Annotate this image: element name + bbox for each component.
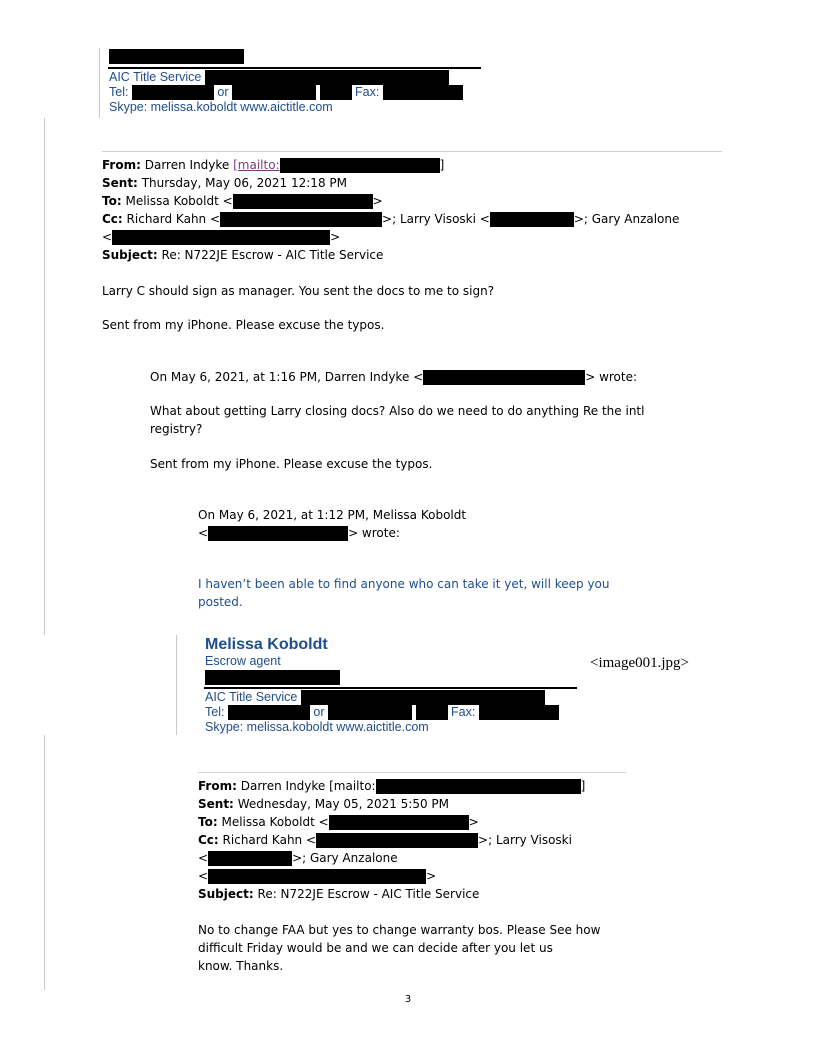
redacted-ext — [320, 85, 352, 100]
left-rule — [44, 118, 45, 635]
quote-body-line: registry? — [150, 422, 203, 436]
email-header-subject — [102, 246, 383, 264]
redacted-email — [208, 869, 426, 884]
to-value: Melissa Koboldt < — [125, 194, 233, 208]
tel-label: Tel: — [109, 85, 129, 99]
redacted-email — [423, 370, 585, 385]
email-header-sent — [102, 174, 347, 192]
header-divider — [102, 151, 722, 152]
cc-label: Cc: — [198, 833, 219, 847]
fax-label: Fax: — [451, 705, 476, 719]
lt: < — [198, 869, 209, 883]
email-header-from — [102, 156, 444, 174]
redacted-email — [208, 851, 292, 866]
email-header-sent — [198, 795, 449, 813]
redacted-fax — [383, 85, 463, 100]
redacted-phone — [232, 85, 316, 100]
attached-image-placeholder: <image001.jpg> — [590, 655, 689, 671]
quote-header: On May 6, 2021, at 1:12 PM, Melissa Koboldt — [198, 508, 467, 522]
redacted-name — [109, 49, 244, 64]
quote-body-line: Sent from my iPhone. Please excuse the typos. — [150, 457, 433, 471]
to-value: Melissa Koboldt < — [221, 815, 329, 829]
redacted-phone — [328, 705, 412, 720]
quote-header-text: On May 6, 2021, at 1:16 PM, Darren Indyke < — [150, 370, 424, 384]
lt: < — [198, 526, 209, 540]
email-body-line: No to change FAA but yes to change warranty bos. Please See how — [198, 923, 601, 937]
quote-header-text: > wrote: — [585, 370, 638, 384]
signature-company-line — [109, 70, 449, 85]
quote-header — [150, 368, 637, 386]
bracket: ] — [580, 779, 586, 793]
redacted-email — [220, 212, 382, 227]
cc-label: Cc: — [102, 212, 123, 226]
redacted-name — [205, 670, 340, 685]
to-label: To: — [198, 815, 218, 829]
gt: > — [468, 815, 479, 829]
mailto-link[interactable]: [mailto: — [233, 158, 280, 172]
redacted-address — [205, 70, 449, 85]
email-header-cc — [198, 831, 572, 849]
quote-body-line: I haven’t been able to find anyone who can take it yet, will keep you — [198, 577, 610, 591]
subject-value: Re: N722JE Escrow - AIC Title Service — [257, 887, 480, 901]
cc-value: Richard Kahn < — [222, 833, 317, 847]
subject-label: Subject: — [198, 887, 254, 901]
gt: > — [426, 869, 437, 883]
email-header-to — [198, 813, 479, 831]
header-divider — [198, 772, 626, 773]
or-label: or — [217, 85, 229, 99]
signature-skype: Skype: melissa.koboldt www.aictitle.com — [109, 100, 333, 114]
redacted-fax — [479, 705, 559, 720]
redacted-phone — [132, 85, 214, 100]
signature-phone-line — [205, 705, 559, 720]
sent-value: Thursday, May 06, 2021 12:18 PM — [141, 176, 347, 190]
redacted-email — [208, 526, 348, 541]
email-header-from — [198, 777, 585, 795]
redacted-ext — [416, 705, 448, 720]
email-body-line: Larry C should sign as manager. You sent the docs to me to sign? — [102, 284, 495, 298]
fax-label: Fax: — [355, 85, 380, 99]
cc-value: >; Gary Anzalone — [292, 851, 398, 865]
to-label: To: — [102, 194, 122, 208]
signature-phone-line — [109, 85, 463, 100]
sent-label: Sent: — [198, 797, 234, 811]
sent-label: Sent: — [102, 176, 138, 190]
gt: > — [330, 230, 341, 244]
sent-value: Wednesday, May 05, 2021 5:50 PM — [237, 797, 450, 811]
quote-header-text: > wrote: — [348, 526, 400, 540]
sig-rule — [176, 635, 177, 735]
page-number: 3 — [404, 994, 412, 1005]
email-body-line: Sent from my iPhone. Please excuse the typos. — [102, 318, 385, 332]
subject-label: Subject: — [102, 248, 158, 262]
gt: > — [372, 194, 383, 208]
email-header-cc-cont — [102, 228, 340, 246]
redacted-address — [301, 690, 545, 705]
email-header-subject — [198, 885, 479, 903]
quote-header — [198, 524, 400, 542]
email-header-cc-cont — [198, 867, 436, 885]
cc-value: >; Larry Visoski — [478, 833, 572, 847]
left-rule — [44, 735, 45, 990]
lt: < — [198, 851, 209, 865]
quote-body-line: posted. — [198, 595, 243, 609]
email-header-to — [102, 192, 383, 210]
sig-rule — [99, 48, 100, 118]
lt: < — [102, 230, 113, 244]
subject-value: Re: N722JE Escrow - AIC Title Service — [161, 248, 384, 262]
company-name: AIC Title Service — [205, 690, 298, 704]
tel-label: Tel: — [205, 705, 225, 719]
from-value: Darren Indyke — [144, 158, 230, 172]
or-label: or — [313, 705, 325, 719]
cc-value: >; Gary Anzalone — [573, 212, 680, 226]
redacted-email — [376, 779, 581, 794]
redacted-phone — [228, 705, 310, 720]
redacted-email — [280, 158, 440, 173]
redacted-email — [233, 194, 373, 209]
signature-title: Escrow agent — [205, 654, 281, 668]
email-body-line: know. Thanks. — [198, 959, 284, 973]
email-header-cc — [102, 210, 679, 228]
email-header-cc-cont — [198, 849, 398, 867]
bracket: ] — [439, 158, 445, 172]
quote-body-line: What about getting Larry closing docs? Also do we need to do anything Re the intl — [150, 404, 645, 418]
sig-divider — [108, 67, 481, 69]
redacted-email — [329, 815, 469, 830]
sig-divider — [204, 687, 577, 689]
cc-value: Richard Kahn < — [126, 212, 221, 226]
redacted-email — [112, 230, 330, 245]
signature-skype: Skype: melissa.koboldt www.aictitle.com — [205, 720, 429, 734]
from-label: From: — [198, 779, 237, 793]
from-value: Darren Indyke [mailto: — [240, 779, 376, 793]
from-label: From: — [102, 158, 141, 172]
email-body-line: difficult Friday would be and we can decide after you let us — [198, 941, 553, 955]
redacted-email — [490, 212, 574, 227]
redacted-email — [316, 833, 478, 848]
cc-value: >; Larry Visoski < — [382, 212, 490, 226]
signature-name: Melissa Koboldt — [205, 636, 328, 653]
signature-company-line — [205, 690, 545, 705]
company-name: AIC Title Service — [109, 70, 202, 84]
